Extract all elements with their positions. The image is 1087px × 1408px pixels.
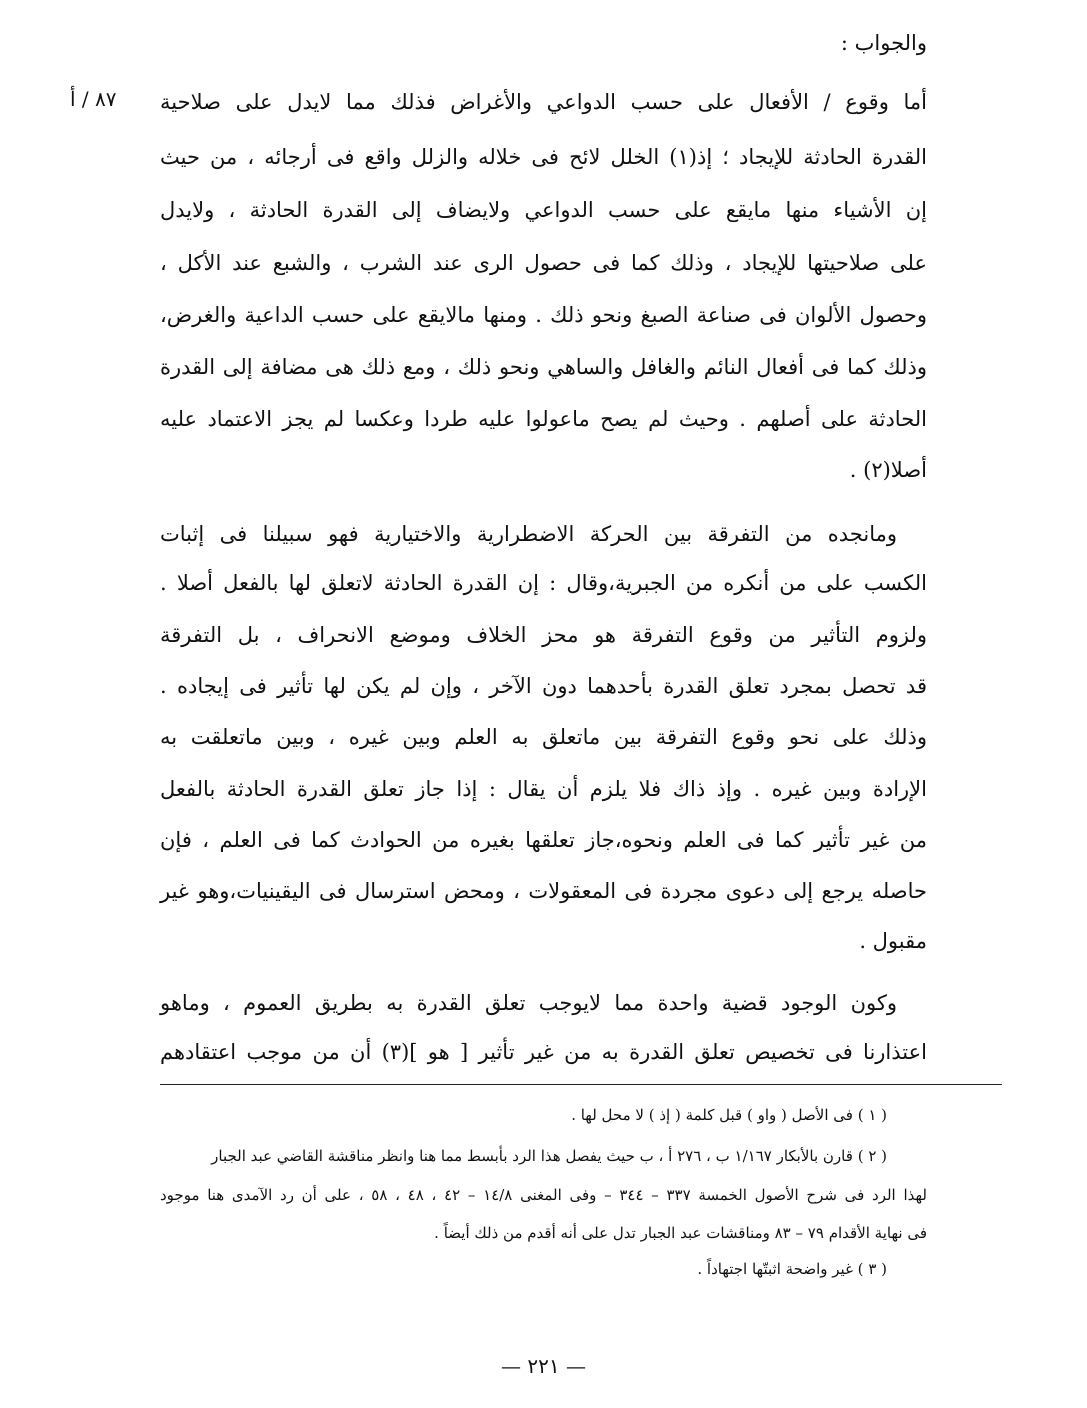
footnote-3: ( ٣ ) غير واضحة اثبتّها اجتهاداً . bbox=[697, 1260, 887, 1278]
paragraph-2-line-2: الكسب على من أنكره من الجبرية،وقال : إن القدرة الحادثة لاتعلق لها بالفعل أصلا . bbox=[160, 571, 927, 595]
paragraph-2-line-5: وذلك على نحو وقوع التفرقة بين ماتعلق به العلم وبين غيره ، وبين ماتعلقت به bbox=[160, 725, 927, 749]
paragraph-1-line-7: الحادثة على أصلهم . وحيث لم يصح ماعولوا عليه طردا وعكسا لم يجز الاعتماد عليه bbox=[160, 407, 927, 431]
footnote-2-line-3: فى نهاية الأقدام ٧٩ – ٨٣ ومناقشات عبد الجبار تدل على أنه أقدم من ذلك أيضاً . bbox=[434, 1224, 927, 1242]
footnote-divider bbox=[160, 1084, 1002, 1085]
footnote-2-line-2: لهذا الرد فى شرح الأصول الخمسة ٣٣٧ – ٣٤٤ – وفى المغنى ١٤/٨ – ٤٢ ، ٤٨ ، ٥٨ ، على أن رد الآمدى هنا موجود bbox=[160, 1186, 927, 1204]
paragraph-2-line-1: ومانجده من التفرقة بين الحركة الاضطرارية والاختيارية فهو سبيلنا فى إثبات bbox=[160, 522, 897, 546]
heading: والجواب : bbox=[840, 31, 927, 55]
paragraph-1-line-1: أما وقوع / الأفعال على حسب الدواعي والأغراض فذلك مما لايدل على صلاحية bbox=[160, 90, 927, 114]
paragraph-3-line-2: اعتذارنا فى تخصيص تعلق القدرة به من غير تأثير [ هو ](٣) أن من موجب اعتقادهم bbox=[160, 1040, 927, 1064]
paragraph-2-line-4: قد تحصل بمجرد تعلق القدرة بأحدهما دون الآخر ، وإن لم يكن لها تأثير فى إيجاده . bbox=[160, 674, 927, 698]
paragraph-1-line-8: أصلا(٢) . bbox=[849, 458, 927, 482]
margin-folio-note: ٨٧ / أ bbox=[70, 87, 117, 111]
footnote-1: ( ١ ) فى الأصل ( واو ) قبل كلمة ( إذ ) لا محل لها . bbox=[571, 1106, 887, 1124]
paragraph-2-line-3: ولزوم التأثير من وقوع التفرقة هو محز الخلاف وموضع الانحراف ، بل التفرقة bbox=[160, 623, 927, 647]
page-number: — ٢٢١ — bbox=[501, 1354, 586, 1378]
paragraph-1-line-5: وحصول الألوان فى صناعة الصبغ ونحو ذلك . ومنها مالايقع على حسب الداعية والغرض، bbox=[160, 303, 927, 327]
paragraph-2-line-7: من غير تأثير كما فى العلم ونحوه،جاز تعلقها بغيره من الحوادث كما فى العلم ، فإن bbox=[160, 828, 927, 852]
paragraph-1-line-4: على صلاحيتها للإيجاد ، وذلك كما فى حصول الرى عند الشرب ، والشبع عند الأكل ، bbox=[160, 251, 927, 275]
paragraph-3-line-1: وكون الوجود قضية واحدة مما لايوجب تعلق القدرة به بطريق العموم ، وماهو bbox=[160, 991, 897, 1015]
paragraph-2-line-8: حاصله يرجع إلى دعوى مجردة فى المعقولات ، ومحض استرسال فى اليقينيات،وهو غير bbox=[160, 879, 927, 903]
paragraph-1-line-3: إن الأشياء منها مايقع على حسب الدواعي ولايضاف إلى القدرة الحادثة ، ولايدل bbox=[160, 198, 927, 222]
paragraph-1-line-2: القدرة الحادثة للإيجاد ؛ إذ(١) الخلل لائح فى خلاله والزلل واقع فى أرجائه ، من حيث bbox=[160, 145, 928, 169]
paragraph-2-line-6: الإرادة وبين غيره . وإذ ذاك فلا يلزم أن يقال : إذا جاز تعلق القدرة الحادثة بالفعل bbox=[160, 777, 927, 801]
footnote-2-line-1: ( ٢ ) قارن بالأبكار ١/١٦٧ ب ، ٢٧٦ أ ، ب حيث يفصل هذا الرد بأبسط مما هنا وانظر مناقشة القاضي عبد الجبار bbox=[211, 1147, 887, 1165]
paragraph-1-line-6: وذلك كما فى أفعال النائم والغافل والساهي ونحو ذلك ، ومع ذلك هى مضافة إلى القدرة bbox=[160, 355, 927, 379]
paragraph-2-line-9: مقبول . bbox=[859, 929, 927, 953]
